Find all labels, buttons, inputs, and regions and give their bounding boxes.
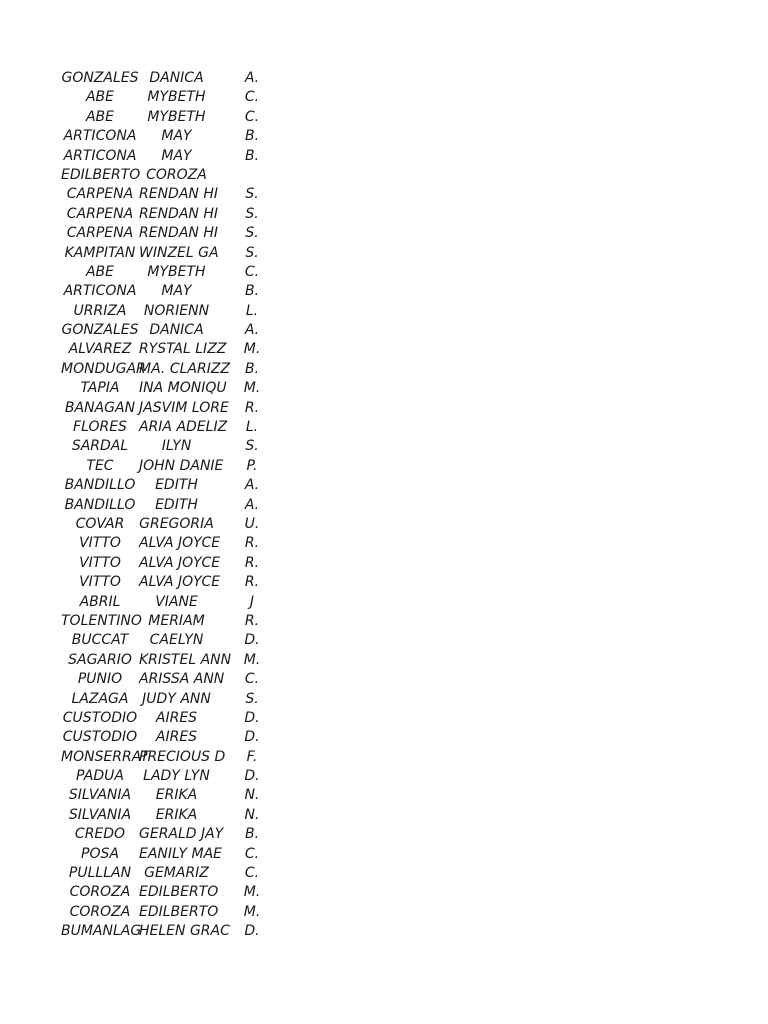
last-name-cell: VITTO xyxy=(79,574,121,591)
first-name-cell: ARIA ADELIZ xyxy=(139,419,228,436)
middle-initial-cell: S. xyxy=(245,690,259,707)
table-row xyxy=(61,399,270,418)
first-name-cell: ERIKA xyxy=(155,806,198,823)
middle-initial-cell: P. xyxy=(246,457,258,474)
middle-initial-cell: C. xyxy=(244,108,260,125)
last-name-cell: SILVANIA xyxy=(68,806,132,823)
first-name-cell: KRISTEL ANN xyxy=(139,651,232,668)
middle-initial-cell: M. xyxy=(243,884,261,901)
last-name-cell: PULLLAN xyxy=(68,865,132,882)
last-name-cell: ABRIL xyxy=(79,593,121,610)
last-name-cell: PADUA xyxy=(76,768,124,785)
last-name-cell: ABE xyxy=(85,89,115,106)
last-name-cell: PUNIO xyxy=(77,671,123,688)
middle-initial-cell: M. xyxy=(243,903,261,920)
table-row xyxy=(61,166,270,185)
table-row xyxy=(61,728,270,747)
first-name-cell: LADY LYN xyxy=(143,768,210,785)
middle-initial-cell: U. xyxy=(244,515,260,532)
table-row xyxy=(61,108,270,127)
first-name-cell: GERALD JAY xyxy=(139,826,224,843)
first-name-cell: ERIKA xyxy=(155,787,198,804)
first-name-cell: MAY xyxy=(161,147,192,164)
first-name-cell: EDILBERTO xyxy=(139,903,219,920)
last-name-cell: CARPENA xyxy=(66,225,134,242)
table-row xyxy=(61,670,270,689)
table-row xyxy=(61,534,270,553)
table-row xyxy=(61,922,270,941)
table-row xyxy=(61,709,270,728)
table-row xyxy=(61,767,270,786)
middle-initial-cell: C. xyxy=(244,671,260,688)
table-row xyxy=(61,864,270,883)
first-name-cell: PRECIOUS D xyxy=(139,748,226,765)
table-row xyxy=(61,651,270,670)
name-list-table xyxy=(61,69,270,942)
table-row xyxy=(61,903,270,922)
first-name-cell: MA. CLARIZZ xyxy=(139,360,231,377)
first-name-cell: AIRES xyxy=(155,709,198,726)
table-row xyxy=(61,205,270,224)
last-name-cell: BUMANLAG xyxy=(61,923,142,940)
table-row xyxy=(61,883,270,902)
table-row xyxy=(61,457,270,476)
first-name-cell: WINZEL GA xyxy=(139,244,219,261)
first-name-cell: MAY xyxy=(161,128,192,145)
first-name-cell: EDITH xyxy=(155,496,198,513)
first-name-cell: RENDAN HI xyxy=(139,186,218,203)
table-row xyxy=(61,282,270,301)
middle-initial-cell: A. xyxy=(244,70,260,86)
last-name-cell: COVAR xyxy=(75,515,125,532)
middle-initial-cell: B. xyxy=(244,147,260,164)
table-row xyxy=(61,825,270,844)
first-name-cell: ILYN xyxy=(161,438,192,455)
middle-initial-cell: M. xyxy=(243,380,261,397)
first-name-cell: RENDAN HI xyxy=(139,205,218,222)
first-name-cell: NORIENN xyxy=(143,302,210,319)
last-name-cell: BANDILLO xyxy=(64,496,136,513)
middle-initial-cell: J xyxy=(249,593,255,610)
table-row xyxy=(61,340,270,359)
middle-initial-cell: M. xyxy=(243,651,261,668)
table-row xyxy=(61,127,270,146)
first-name-cell: INA MONIQU xyxy=(139,380,227,397)
last-name-cell: CARPENA xyxy=(66,205,134,222)
table-row xyxy=(61,321,270,340)
table-row xyxy=(61,437,270,456)
table-row xyxy=(61,631,270,650)
last-name-cell: ARTICONA xyxy=(63,128,137,145)
first-name-cell: RENDAN HI xyxy=(139,225,218,242)
first-name-cell: HELEN GRAC xyxy=(139,923,230,940)
middle-initial-cell: R. xyxy=(244,535,260,552)
first-name-cell: MAY xyxy=(161,283,192,300)
middle-initial-cell: R. xyxy=(244,574,260,591)
table-row xyxy=(61,806,270,825)
first-name-cell: ALVA JOYCE xyxy=(139,535,221,552)
table-row xyxy=(61,379,270,398)
table-row xyxy=(61,360,270,379)
last-name-cell: SILVANIA xyxy=(68,787,132,804)
middle-initial-cell: S. xyxy=(245,205,259,222)
last-name-cell: TOLENTINO xyxy=(61,612,142,629)
first-name-cell: DANICA xyxy=(149,322,204,339)
first-name-cell: GREGORIA xyxy=(139,515,214,532)
table-row xyxy=(61,573,270,592)
last-name-cell: KAMPITAN xyxy=(64,244,136,261)
first-name-cell: JOHN DANIE xyxy=(139,457,224,474)
last-name-cell: CARPENA xyxy=(66,186,134,203)
first-name-cell: MYBETH xyxy=(147,108,206,125)
table-row xyxy=(61,593,270,612)
table-row xyxy=(61,748,270,767)
middle-initial-cell: N. xyxy=(244,787,260,804)
last-name-cell: VITTO xyxy=(79,535,121,552)
last-name-cell: CREDO xyxy=(74,826,126,843)
middle-initial-cell xyxy=(234,166,270,185)
last-name-cell: CUSTODIO xyxy=(62,729,138,746)
middle-initial-cell: D. xyxy=(244,768,260,785)
table-row xyxy=(61,244,270,263)
first-name-cell: GEMARIZ xyxy=(144,865,209,882)
last-name-cell: URRIZA xyxy=(73,302,127,319)
last-name-cell: BANAGAN xyxy=(64,399,136,416)
table-row xyxy=(61,88,270,107)
middle-initial-cell: M. xyxy=(243,341,261,358)
middle-initial-cell: C. xyxy=(244,845,260,862)
last-name-cell: BUCCAT xyxy=(71,632,129,649)
last-name-cell: TEC xyxy=(86,457,114,474)
middle-initial-cell: R. xyxy=(244,612,260,629)
last-name-cell: GONZALES xyxy=(61,322,139,339)
table-row xyxy=(61,845,270,864)
table-row xyxy=(61,185,270,204)
last-name-cell: BANDILLO xyxy=(64,477,136,494)
last-name-cell: VITTO xyxy=(79,554,121,571)
first-name-cell: ARISSA ANN xyxy=(139,671,225,688)
last-name-cell: ALVAREZ xyxy=(68,341,132,358)
middle-initial-cell: S. xyxy=(245,186,259,203)
first-name-cell: EDILBERTO xyxy=(139,884,219,901)
last-name-cell: FLORES xyxy=(73,419,127,436)
first-name-cell: CAELYN xyxy=(149,632,204,649)
first-name-cell: DANICA xyxy=(149,70,204,86)
first-name-cell: EDITH xyxy=(155,477,198,494)
middle-initial-cell: D. xyxy=(244,709,260,726)
first-name-cell: MERIAM xyxy=(148,612,205,629)
table-row xyxy=(61,224,270,243)
middle-initial-cell: D. xyxy=(244,923,260,940)
first-name-cell: COROZA xyxy=(146,166,207,183)
table-row xyxy=(61,263,270,282)
last-name-cell: MONSERRAT xyxy=(61,748,149,765)
middle-initial-cell: C. xyxy=(244,263,260,280)
middle-initial-cell: B. xyxy=(244,826,260,843)
middle-initial-cell: A. xyxy=(244,496,260,513)
middle-initial-cell: A. xyxy=(244,322,260,339)
table-row xyxy=(61,496,270,515)
last-name-cell: ARTICONA xyxy=(63,283,137,300)
last-name-cell: ABE xyxy=(85,263,115,280)
table-row xyxy=(61,69,270,88)
table-row xyxy=(61,418,270,437)
table-row xyxy=(61,786,270,805)
first-name-cell: AIRES xyxy=(155,729,198,746)
first-name-cell: ALVA JOYCE xyxy=(139,554,221,571)
table-row xyxy=(61,554,270,573)
last-name-cell: COROZA xyxy=(69,884,131,901)
middle-initial-cell: A. xyxy=(244,477,260,494)
middle-initial-cell: S. xyxy=(245,244,259,261)
table-row xyxy=(61,476,270,495)
first-name-cell: MYBETH xyxy=(147,263,206,280)
table-row xyxy=(61,612,270,631)
middle-initial-cell: L. xyxy=(245,419,259,436)
last-name-cell: TAPIA xyxy=(80,380,120,397)
last-name-cell: LAZAGA xyxy=(71,690,129,707)
middle-initial-cell: B. xyxy=(244,128,260,145)
middle-initial-cell: R. xyxy=(244,399,260,416)
middle-initial-cell: B. xyxy=(244,283,260,300)
middle-initial-cell: B. xyxy=(244,360,260,377)
last-name-cell: SAGARIO xyxy=(68,651,132,668)
table-row xyxy=(61,515,270,534)
middle-initial-cell: D. xyxy=(244,632,260,649)
middle-initial-cell: R. xyxy=(244,554,260,571)
table-row xyxy=(61,147,270,166)
last-name-cell: SARDAL xyxy=(71,438,129,455)
last-name-cell: COROZA xyxy=(69,903,131,920)
first-name-cell: JASVIM LORE xyxy=(139,399,229,416)
middle-initial-cell: S. xyxy=(245,225,259,242)
middle-initial-cell: F. xyxy=(246,748,258,765)
middle-initial-cell: N. xyxy=(244,806,260,823)
last-name-cell: ABE xyxy=(85,108,115,125)
middle-initial-cell: S. xyxy=(245,438,259,455)
last-name-cell: EDILBERTO xyxy=(61,166,141,183)
first-name-cell: RYSTAL LIZZ xyxy=(139,341,227,358)
last-name-cell: CUSTODIO xyxy=(62,709,138,726)
first-name-cell: ALVA JOYCE xyxy=(139,574,221,591)
middle-initial-cell: D. xyxy=(244,729,260,746)
last-name-cell: POSA xyxy=(81,845,119,862)
last-name-cell: ARTICONA xyxy=(63,147,137,164)
table-row xyxy=(61,302,270,321)
first-name-cell: EANILY MAE xyxy=(139,845,222,862)
last-name-cell: MONDUGAR xyxy=(61,360,146,377)
table-row xyxy=(61,690,270,709)
middle-initial-cell: C. xyxy=(244,865,260,882)
middle-initial-cell: C. xyxy=(244,89,260,106)
first-name-cell: JUDY ANN xyxy=(142,690,211,707)
last-name-cell: GONZALES xyxy=(61,70,139,86)
first-name-cell: MYBETH xyxy=(147,89,206,106)
first-name-cell: VIANE xyxy=(155,593,198,610)
middle-initial-cell: L. xyxy=(245,302,259,319)
